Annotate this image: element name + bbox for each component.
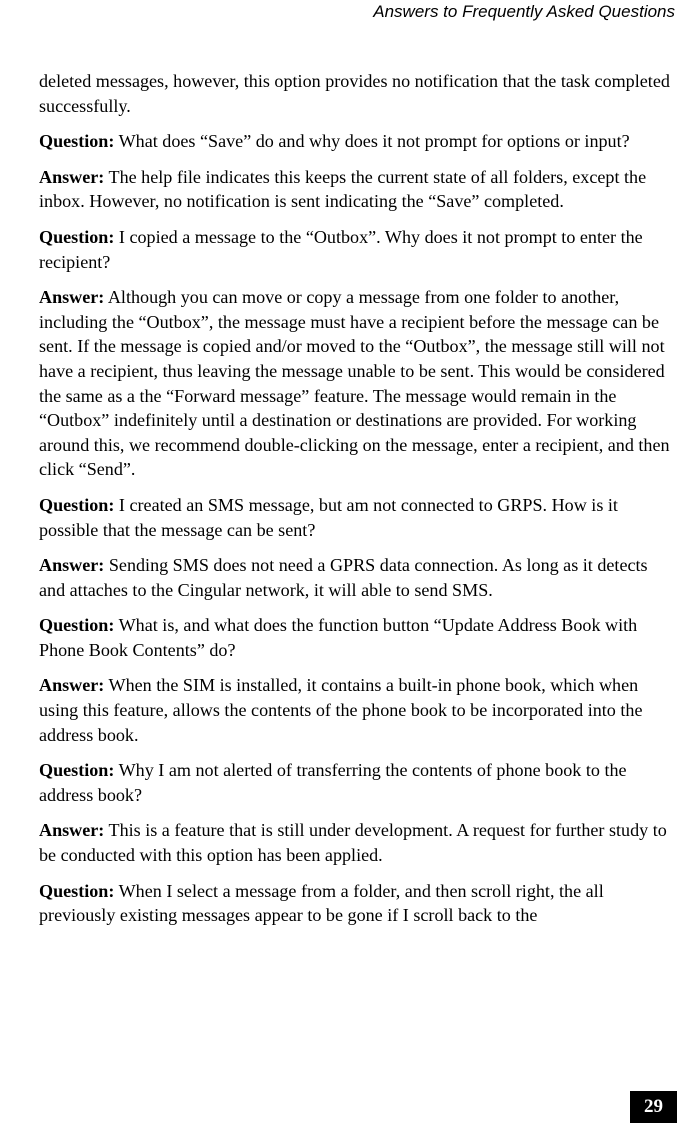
faq-answer xyxy=(39,165,675,214)
answer-text: Sending SMS does not need a GPRS data connection. As long as it detects and attaches to the Cingular network, it will able to send SMS. xyxy=(39,555,648,600)
faq-answer xyxy=(39,285,675,482)
faq-answer xyxy=(39,553,675,602)
document-body xyxy=(39,69,675,939)
answer-text: The help file indicates this keeps the current state of all folders, except the inbox. However, no notification is sent indicating the “Save” completed. xyxy=(39,166,647,212)
question-text: When I select a message from a folder, and then scroll right, the all previously existing messages appear to be gone if I scroll back to the xyxy=(39,880,604,926)
paragraph-continuation xyxy=(39,69,675,118)
running-header: Answers to Frequently Asked Questions xyxy=(373,2,675,21)
faq-question xyxy=(39,879,675,928)
faq-answer xyxy=(39,818,675,867)
faq-question xyxy=(39,129,675,154)
question-label: Question: xyxy=(39,615,115,636)
question-label: Question: xyxy=(39,226,115,247)
answer-text: When the SIM is installed, it contains a built-in phone book, which when using this feature, allows the contents of the phone book to be incorporated into the address book. xyxy=(39,675,643,745)
question-text: Why I am not alerted of transferring the contents of phone book to the address book? xyxy=(39,760,627,805)
question-label: Question: xyxy=(39,880,115,901)
faq-question xyxy=(39,613,675,662)
answer-text: This is a feature that is still under development. A request for further study to be conducted with this option has been applied. xyxy=(39,820,667,866)
question-label: Question: xyxy=(39,494,115,515)
question-text: I copied a message to the “Outbox”. Why does it not prompt to enter the recipient? xyxy=(39,226,643,272)
faq-answer xyxy=(39,673,675,747)
paragraph-text: deleted messages, however, this option provides no notification that the task completed successfully. xyxy=(39,71,670,116)
faq-question xyxy=(39,225,675,274)
answer-label: Answer: xyxy=(39,555,105,576)
question-text: What is, and what does the function button “Update Address Book with Phone Book Contents” do? xyxy=(39,615,638,660)
faq-question xyxy=(39,493,675,542)
question-label: Question: xyxy=(39,760,115,781)
answer-label: Answer: xyxy=(39,675,105,696)
answer-label: Answer: xyxy=(39,166,105,187)
page-number: 29 xyxy=(630,1091,677,1123)
answer-label: Answer: xyxy=(39,287,105,308)
answer-text: Although you can move or copy a message from one folder to another, including the “Outbox”, the message must have a recipient before the message can be sent. If the message is copied and/or moved to the “Outbox”, the message still will not have a recipient, thus leaving the message unable to be sent. This would be considered the same as a the “Forward message” feature. The message would remain in the “Outbox” indefinitely until a destination or destinations are provided. For working around this, we recommend double-clicking on the message, enter a recipient, and then click “Send”. xyxy=(39,287,670,480)
answer-label: Answer: xyxy=(39,820,105,841)
question-text: I created an SMS message, but am not connected to GRPS. How is it possible that the message can be sent? xyxy=(39,494,618,540)
question-label: Question: xyxy=(39,131,115,152)
question-text: What does “Save” do and why does it not prompt for options or input? xyxy=(114,131,630,152)
faq-question xyxy=(39,758,675,807)
